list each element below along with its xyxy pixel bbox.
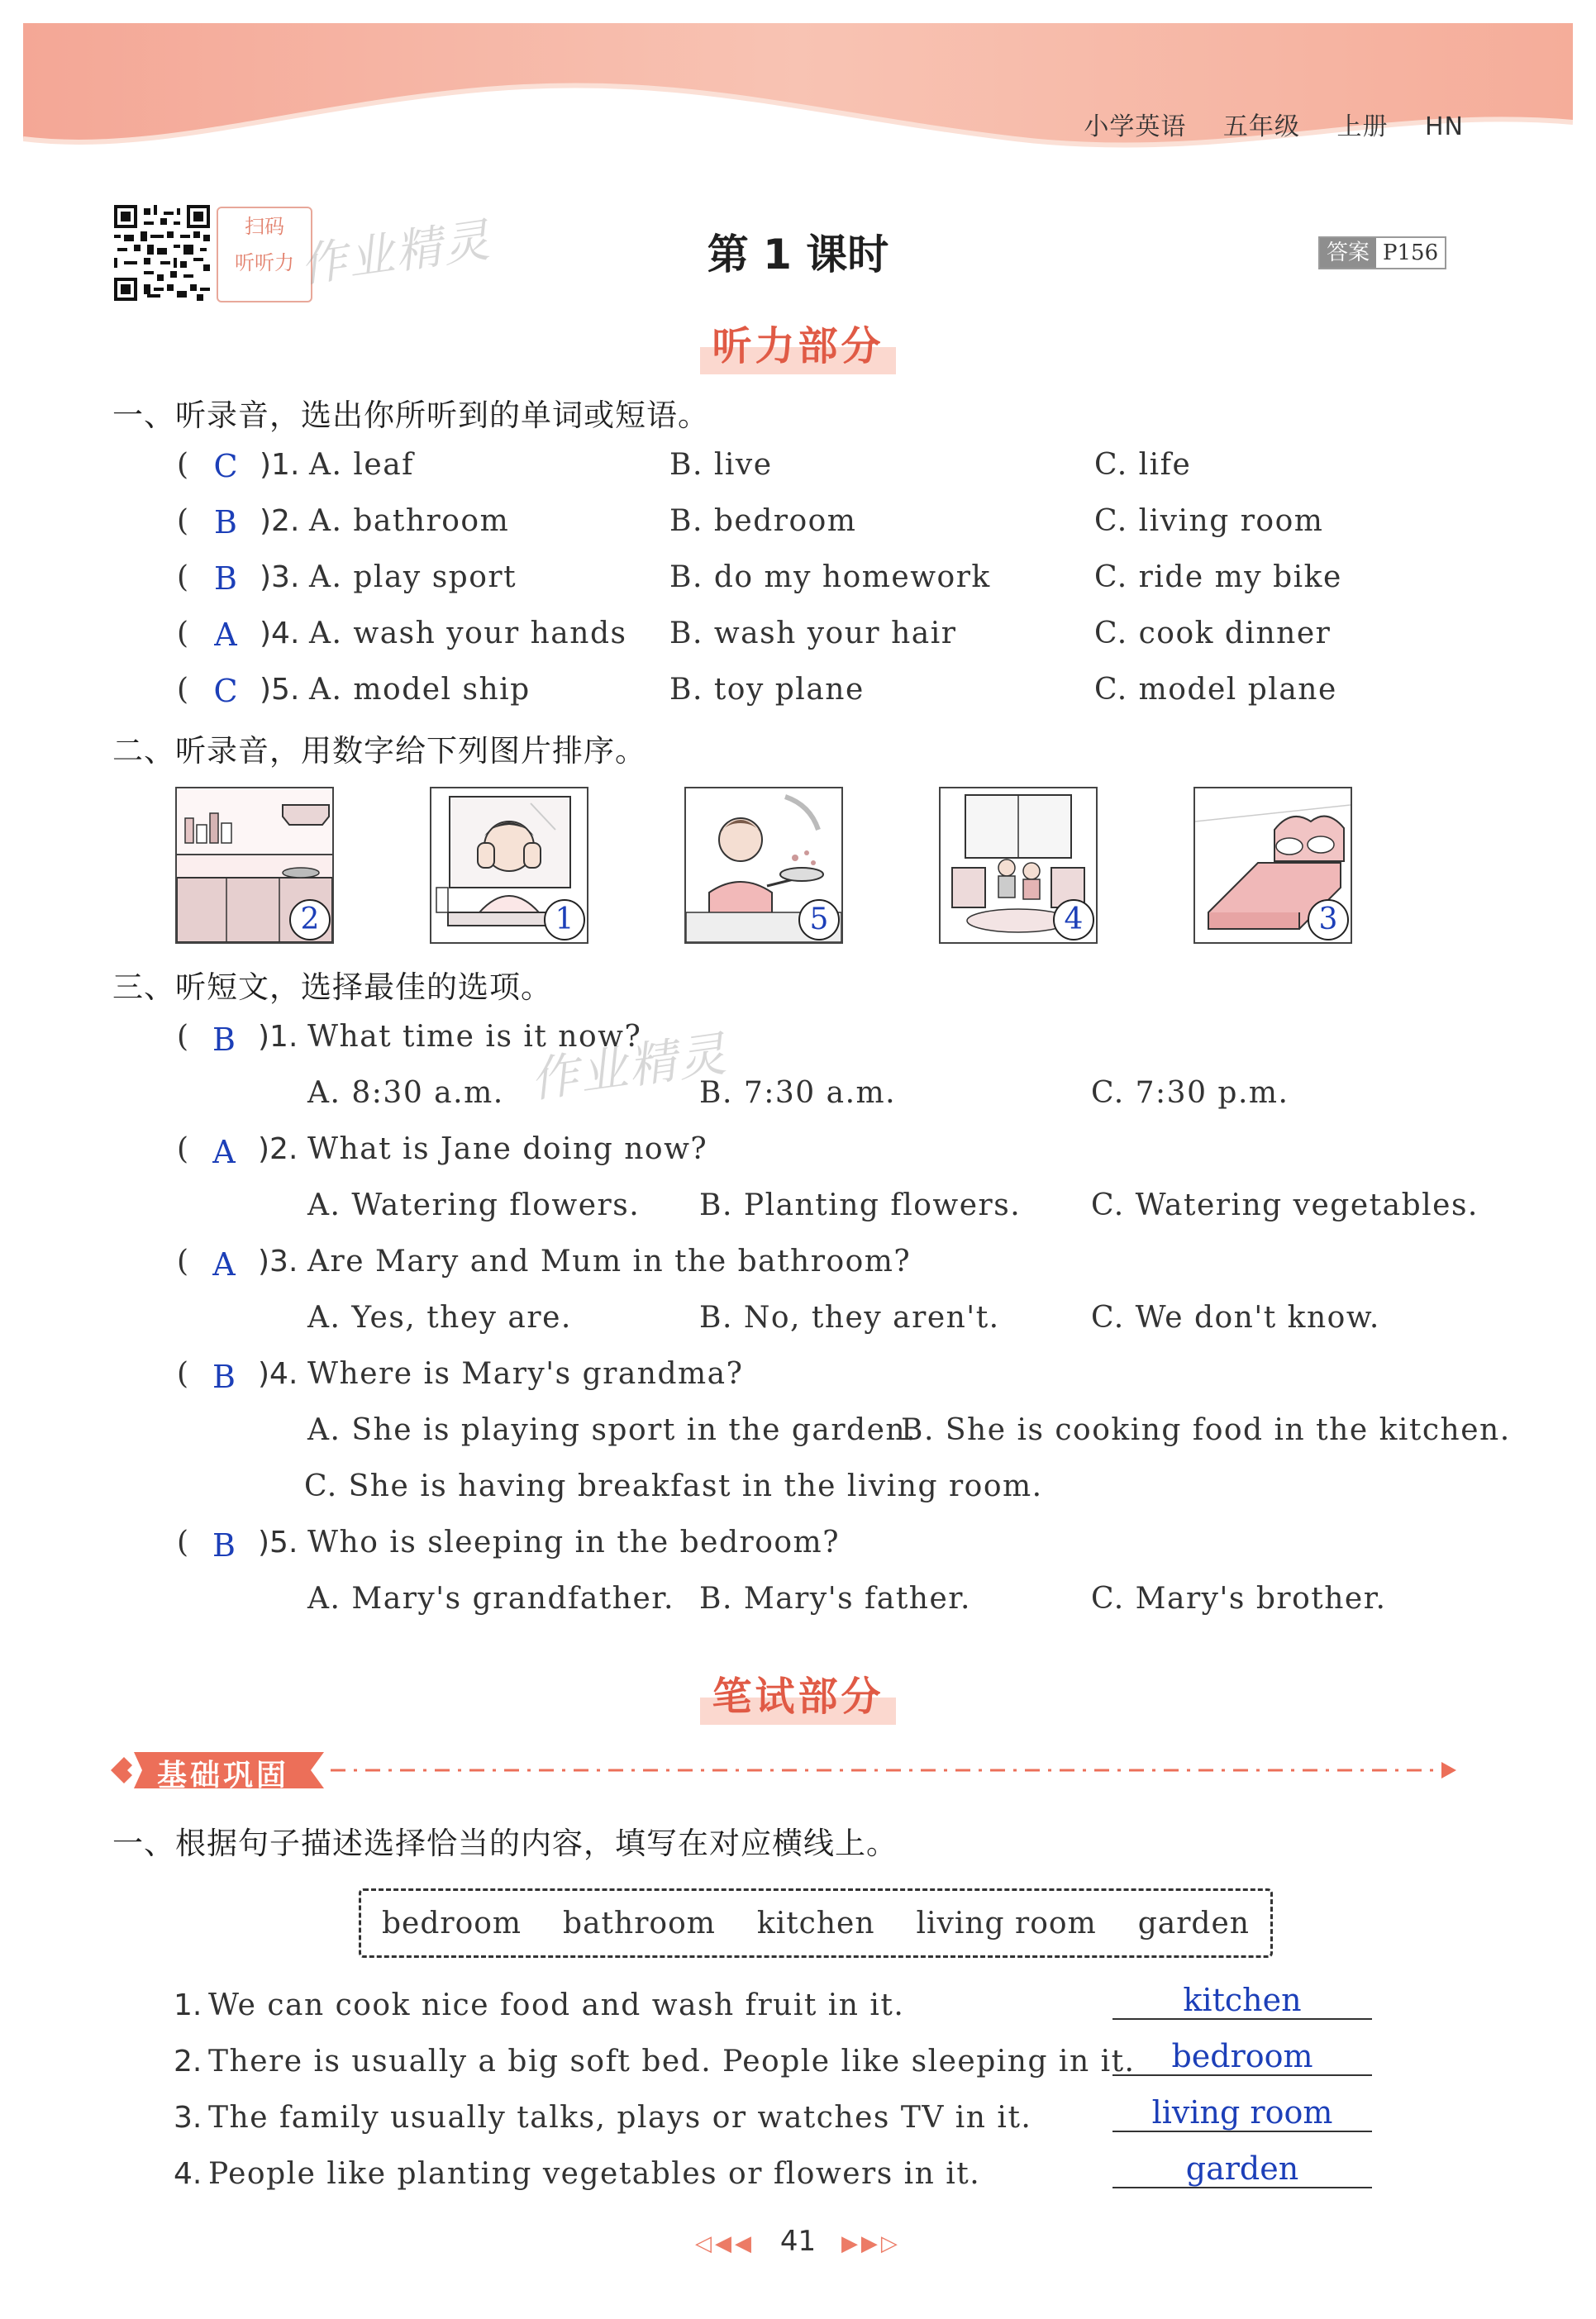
answer-tag-label: 答案 <box>1320 238 1376 268</box>
banner-decoration <box>111 1747 1466 1793</box>
option-b: B. do my homework <box>669 560 991 594</box>
page-footer <box>0 2225 1596 2258</box>
answer-blank[interactable]: garden <box>1112 2150 1372 2188</box>
option-c: C. cook dinner <box>1094 617 1332 650</box>
option-a: A. bathroom <box>309 504 510 538</box>
item-number: 1. <box>174 1988 202 2022</box>
option-b: B. Mary's father. <box>699 1582 971 1616</box>
option-c: C. model plane <box>1094 673 1337 707</box>
item-number: )3. <box>258 1245 298 1279</box>
picture-bedroom <box>1193 787 1352 944</box>
word-bank-item: kitchen <box>756 1906 875 1940</box>
picture-order-number: 2 <box>289 899 331 940</box>
option-c: C. life <box>1094 448 1192 482</box>
part2-title: 二、听录音，用数字给下列图片排序。 <box>112 733 646 769</box>
page-number: 41 <box>779 2225 817 2258</box>
written-part1-title: 一、根据句子描述选择恰当的内容，填写在对应横线上。 <box>112 1826 898 1861</box>
item-number: 2. <box>174 2045 202 2079</box>
answer-mark: A <box>212 1134 236 1170</box>
watermark-text: 作业精灵 <box>297 213 495 293</box>
item-number: )2. <box>258 1132 298 1166</box>
answer-mark: C <box>213 673 238 709</box>
answer-mark: A <box>214 617 237 653</box>
scan-label-line1: 扫码 <box>245 215 284 238</box>
header-edition: HN <box>1425 112 1464 141</box>
option-b: B. No, they aren't. <box>699 1301 1000 1335</box>
header-volume: 上册 <box>1336 112 1389 141</box>
word-bank-item: bathroom <box>563 1906 716 1940</box>
header-band <box>23 23 1573 180</box>
answer-mark: B <box>214 504 237 540</box>
question-text: Who is sleeping in the bedroom? <box>307 1526 840 1559</box>
item-number: )2. <box>260 504 300 538</box>
option-a: A. wash your hands <box>309 617 627 650</box>
item-number: )1. <box>260 448 300 482</box>
option-a: A. Mary's grandfather. <box>307 1582 674 1616</box>
option-c: C. Mary's brother. <box>1091 1582 1387 1616</box>
part1-title: 一、听录音，选出你所听到的单词或短语。 <box>112 398 709 433</box>
option-b: B. Planting flowers. <box>699 1188 1022 1222</box>
option-c: C. She is having breakfast in the living room. <box>304 1469 1043 1503</box>
question-text: Are Mary and Mum in the bathroom? <box>307 1245 912 1279</box>
option-b: B. toy plane <box>669 673 865 707</box>
option-a: A. Yes, they are. <box>307 1301 572 1335</box>
option-b: B. She is cooking food in the kitchen. <box>901 1413 1511 1447</box>
option-c: C. living room <box>1094 504 1324 538</box>
option-a: A. She is playing sport in the garden. <box>307 1413 917 1447</box>
item-number: 3. <box>174 2101 202 2135</box>
listening-section-title <box>0 314 1596 374</box>
answer-mark: A <box>212 1246 236 1283</box>
option-c: C. Watering vegetables. <box>1091 1188 1479 1222</box>
header-subject: 小学英语 <box>1084 112 1187 141</box>
part3-title: 三、听短文，选择最佳的选项。 <box>112 969 552 1005</box>
picture-kitchen <box>175 787 334 944</box>
option-b: B. bedroom <box>669 504 857 538</box>
item-number: )4. <box>258 1357 298 1391</box>
option-b: B. live <box>669 448 773 482</box>
option-c: C. We don't know. <box>1091 1301 1380 1335</box>
header-meta <box>1055 106 1464 142</box>
item-number: )3. <box>260 560 300 594</box>
sentence-text: The family usually talks, plays or watches TV in it. <box>208 2101 1032 2135</box>
item-number: )5. <box>258 1526 298 1559</box>
answer-blank[interactable]: kitchen <box>1112 1982 1372 2020</box>
item-number: 4. <box>174 2157 202 2191</box>
answer-mark: B <box>212 1021 236 1058</box>
question-text: What time is it now? <box>307 1020 642 1054</box>
prev-arrows-icon: ◁◀◀ <box>695 2231 755 2256</box>
listening-section-label: 听力部分 <box>700 314 895 374</box>
base-banner-label: 基础巩固 <box>157 1759 290 1793</box>
option-a: A. 8:30 a.m. <box>307 1076 504 1110</box>
sentence-text: People like planting vegetables or flowers in it. <box>208 2157 981 2191</box>
watermark-text: 作业精灵 <box>526 1025 731 1109</box>
option-a: A. play sport <box>309 560 517 594</box>
option-a: A. Watering flowers. <box>307 1188 641 1222</box>
answer-page-tag <box>1318 236 1446 269</box>
answer-blank[interactable]: living room <box>1112 2094 1372 2132</box>
option-a: A. model ship <box>309 673 531 707</box>
picture-cooking <box>684 787 843 944</box>
word-bank-item: living room <box>916 1906 1097 1940</box>
option-c: C. ride my bike <box>1094 560 1342 594</box>
sentence-text: We can cook nice food and wash fruit in it. <box>208 1988 905 2022</box>
word-bank <box>359 1888 1273 1958</box>
picture-order-number: 1 <box>544 899 585 940</box>
item-number: )5. <box>260 673 300 707</box>
answer-mark: B <box>214 560 237 597</box>
answer-tag-page: P156 <box>1383 240 1439 265</box>
picture-washing-face <box>430 787 588 944</box>
answer-mark: B <box>212 1527 236 1564</box>
next-arrows-icon: ▶▶▷ <box>841 2231 901 2256</box>
picture-living-room <box>939 787 1098 944</box>
option-c: C. 7:30 p.m. <box>1091 1076 1289 1110</box>
scan-label-line2: 听听力 <box>235 251 294 274</box>
word-bank-item: bedroom <box>381 1906 522 1940</box>
option-b: B. 7:30 a.m. <box>699 1076 897 1110</box>
option-b: B. wash your hair <box>669 617 957 650</box>
lesson-title: 第 1 课时 <box>707 231 889 279</box>
answer-blank[interactable]: bedroom <box>1112 2038 1372 2076</box>
picture-order-number: 4 <box>1053 899 1094 940</box>
option-a: A. leaf <box>309 448 414 482</box>
question-text: Where is Mary's grandma? <box>307 1357 744 1391</box>
header-grade: 五年级 <box>1222 112 1300 141</box>
sentence-text: There is usually a big soft bed. People like sleeping in it. <box>208 2045 1136 2079</box>
word-bank-item: garden <box>1137 1906 1250 1940</box>
written-section-label: 笔试部分 <box>700 1664 895 1725</box>
item-number: )4. <box>260 617 300 650</box>
answer-mark: B <box>212 1359 236 1395</box>
written-section-title <box>0 1664 1596 1725</box>
question-text: What is Jane doing now? <box>307 1132 708 1166</box>
picture-order-number: 3 <box>1308 899 1349 940</box>
picture-order-number: 5 <box>798 899 840 940</box>
item-number: )1. <box>258 1020 298 1054</box>
answer-mark: C <box>213 448 238 484</box>
